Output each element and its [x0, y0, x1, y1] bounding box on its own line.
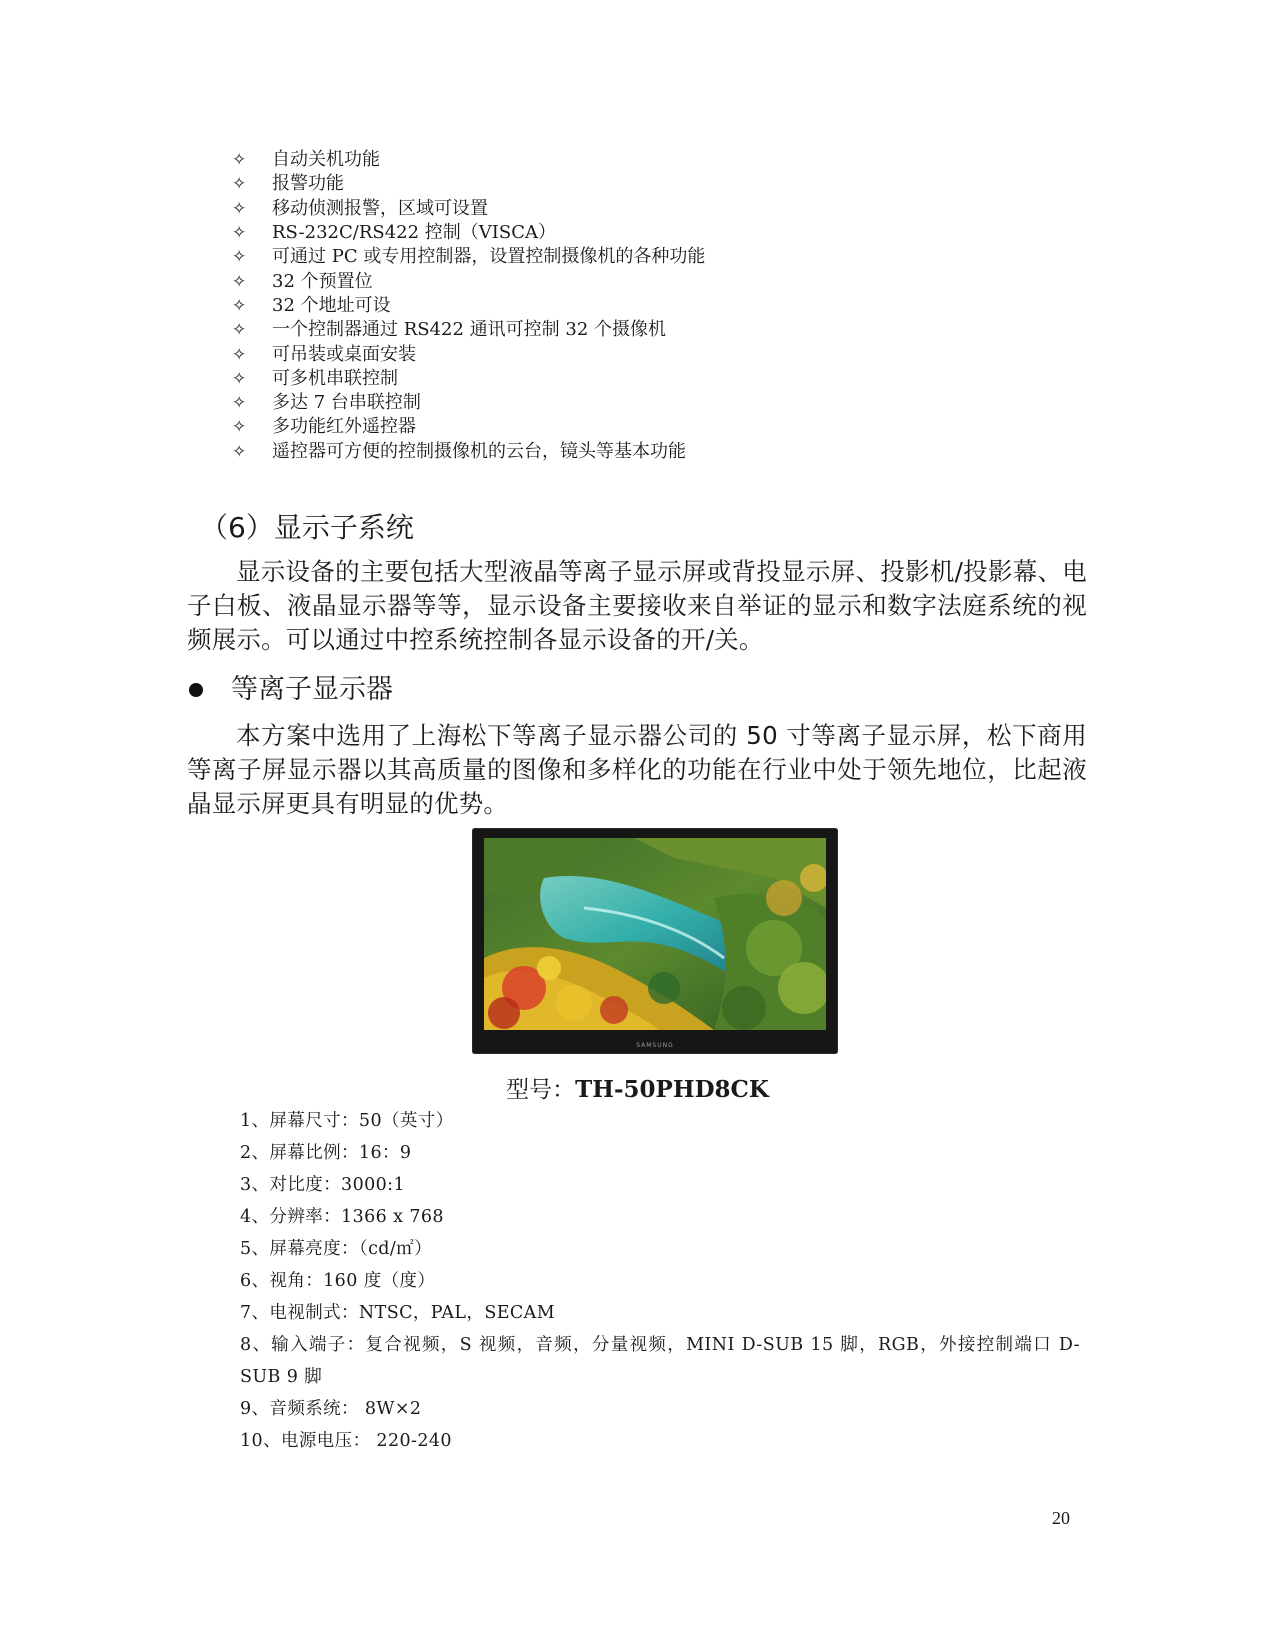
- list-item: 7、电视制式：NTSC，PAL，SECAM: [240, 1303, 556, 1323]
- landscape-picture: [484, 838, 826, 1030]
- list-item: 5、屏幕亮度：（cd/㎡）: [240, 1239, 432, 1259]
- feature-text: 32 个地址可设: [272, 294, 391, 316]
- list-item: [232, 221, 705, 245]
- caption-model: TH-50PHD8CK: [575, 1076, 769, 1103]
- bullet-dot-icon: [189, 683, 203, 697]
- list-item: [232, 367, 705, 391]
- feature-text: 可通过 PC 或专用控制器，设置控制摄像机的各种功能: [272, 246, 706, 268]
- caption-prefix: 型号：: [506, 1077, 576, 1103]
- diamond-star-icon: ✧: [232, 441, 247, 462]
- diamond-star-icon: ✧: [232, 368, 247, 389]
- brand-label: SAMSUNG: [636, 1042, 674, 1049]
- diamond-star-icon: ✧: [232, 393, 247, 414]
- diamond-star-icon: ✧: [232, 271, 247, 292]
- list-item: 10、电源电压： 220-240: [240, 1431, 452, 1451]
- feature-text: 可多机串联控制: [272, 367, 398, 389]
- feature-text: RS-232C/RS422 控制（VISCA）: [272, 222, 556, 244]
- list-item: [232, 197, 705, 221]
- list-item: 8、输入端子：复合视频，S 视频，音频，分量视频，MINI D-SUB 15 脚，RGB，外接控制端口 D-SUB 9 脚: [240, 1335, 1080, 1387]
- feature-text: 一个控制器通过 RS422 通讯可控制 32 个摄像机: [272, 319, 667, 341]
- diamond-star-icon: ✧: [232, 320, 247, 341]
- list-item: 9、音频系统： 8W×2: [240, 1399, 422, 1419]
- feature-text: 多达 7 台串联控制: [272, 392, 421, 414]
- subsection-title: 等离子显示器: [231, 674, 393, 705]
- list-item: 1、屏幕尺寸：50（英寸）: [240, 1111, 454, 1131]
- list-item: 6、视角：160 度（度）: [240, 1271, 436, 1291]
- diamond-star-icon: ✧: [232, 247, 247, 268]
- spec-list: [240, 1105, 1080, 1457]
- feature-text: 遥控器可方便的控制摄像机的云台，镜头等基本功能: [272, 440, 686, 462]
- diamond-star-icon: ✧: [232, 223, 247, 244]
- list-item: 3、对比度：3000:1: [240, 1175, 405, 1195]
- feature-text: 移动侦测报警，区域可设置: [272, 197, 488, 219]
- list-item: [232, 391, 705, 415]
- subsection-paragraph: 本方案中选用了上海松下等离子显示器公司的 50 寸等离子显示屏，松下商用等离子屏显示器以其高质量的图像和多样化的功能在行业中处于领先地位，比起液晶显示屏更具有明显的优势。: [187, 721, 1087, 818]
- list-item: [232, 172, 705, 196]
- diamond-star-icon: ✧: [232, 150, 247, 171]
- feature-text: 多功能红外遥控器: [272, 416, 416, 438]
- list-item: [232, 245, 705, 269]
- diamond-star-icon: ✧: [232, 417, 247, 438]
- list-item: [232, 342, 705, 366]
- section-heading: （6）显示子系统: [200, 511, 414, 544]
- subsection-heading: [187, 672, 393, 708]
- list-item: [232, 269, 705, 293]
- feature-text: 可吊装或桌面安装: [272, 343, 416, 365]
- diamond-star-icon: ✧: [232, 174, 247, 195]
- feature-text: 报警功能: [272, 173, 344, 195]
- page-number: 20: [1052, 1508, 1070, 1528]
- feature-text: 自动关机功能: [272, 149, 380, 171]
- diamond-star-icon: ✧: [232, 344, 247, 365]
- plasma-display-image: [472, 828, 838, 1054]
- list-item: [232, 148, 705, 172]
- section-paragraph: 显示设备的主要包括大型液晶等离子显示屏或背投显示屏、投影机/投影幕、电子白板、液晶显示器等等，显示设备主要接收来自举证的显示和数字法庭系统的视频展示。可以通过中控系统控制各显示设备的开/关。: [187, 557, 1087, 654]
- diamond-star-icon: ✧: [232, 295, 247, 316]
- list-item: 2、屏幕比例：16：9: [240, 1143, 412, 1163]
- list-item: [232, 318, 705, 342]
- list-item: [232, 440, 705, 464]
- list-item: 4、分辨率：1366 x 768: [240, 1207, 444, 1227]
- figure-caption: [0, 1075, 1275, 1105]
- diamond-star-icon: ✧: [232, 198, 247, 219]
- list-item: [232, 415, 705, 439]
- feature-text: 32 个预置位: [272, 270, 373, 292]
- list-item: [232, 294, 705, 318]
- feature-list: [232, 148, 705, 464]
